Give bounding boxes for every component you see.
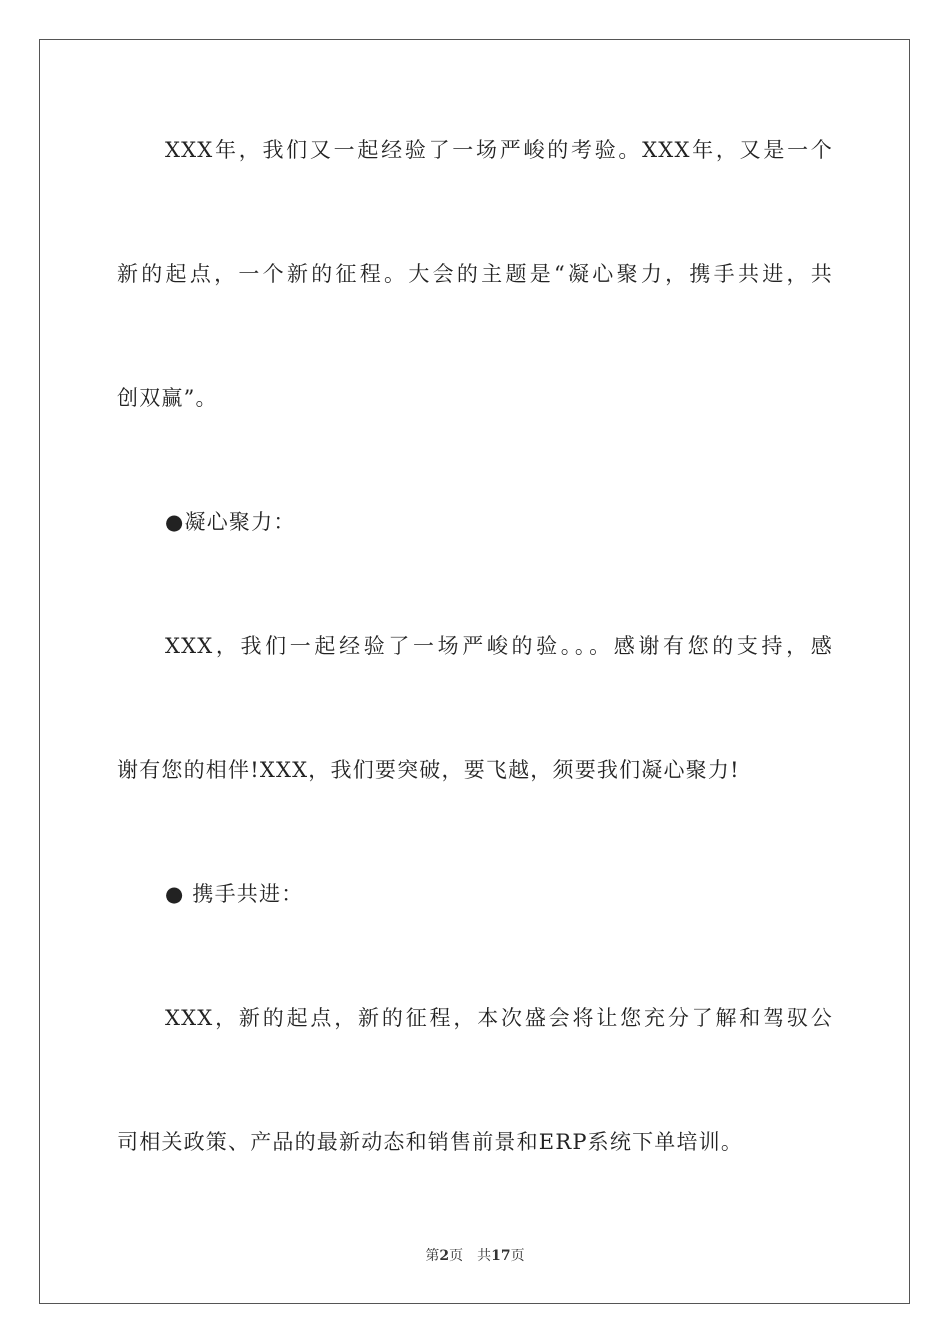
paragraph-1-line-2: 新的起点，一个新的征程。大会的主题是“凝心聚力，携手共进，共 [117, 262, 833, 286]
footer-page-number: 2 [439, 1248, 450, 1264]
footer-total-prefix: 共 [477, 1248, 492, 1264]
footer-total-suffix: 页 [510, 1248, 525, 1264]
paragraph-2-line-1: XXX，我们一起经验了一场严峻的验。。。感谢有您的支持，感 [165, 634, 833, 658]
paragraph-3-line-1: XXX，新的起点，新的征程，本次盛会将让您充分了解和驾驭公 [165, 1006, 833, 1030]
footer-page-prefix: 第 [425, 1248, 440, 1264]
page-border [39, 39, 910, 1304]
footer-page-suffix: 页 [449, 1248, 464, 1264]
section-heading-ningxin-juli: ●凝心聚力： [165, 510, 296, 534]
footer-total-number: 17 [491, 1248, 511, 1264]
paragraph-1-line-1: XXX年，我们又一起经验了一场严峻的考验。XXX年，又是一个 [165, 138, 833, 162]
section-heading-xieshou-gongjin: ● 携手共进： [165, 882, 304, 906]
paragraph-3-line-2: 司相关政策、产品的最新动态和销售前景和ERP系统下单培训。 [117, 1130, 744, 1154]
paragraph-1-line-3: 创双赢”。 [117, 386, 218, 410]
paragraph-2-line-2: 谢有您的相伴!XXX，我们要突破，要飞越，须要我们凝心聚力! [117, 758, 740, 782]
page-footer [0, 1247, 950, 1265]
